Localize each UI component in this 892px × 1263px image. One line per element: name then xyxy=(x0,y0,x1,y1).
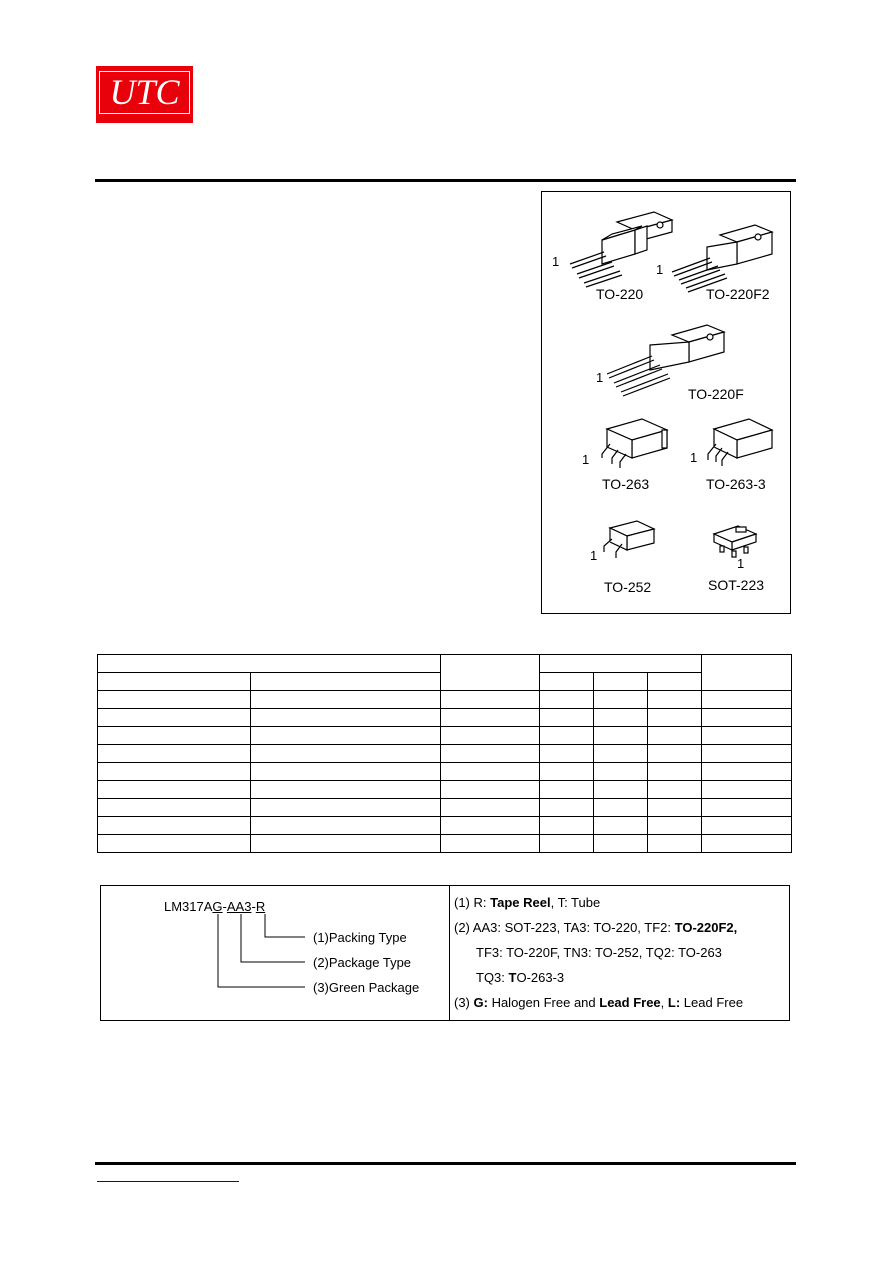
table-header-cell xyxy=(594,673,648,691)
table-row xyxy=(98,763,792,781)
to252-label: TO-252 xyxy=(604,579,652,595)
legend-text: G: xyxy=(473,995,488,1010)
to220f-pin1-label: 1 xyxy=(596,370,604,385)
package-drawings xyxy=(542,192,790,613)
legend-text: Tape Reel xyxy=(490,895,551,910)
table-header-cell xyxy=(251,673,441,691)
callout-package-type: (2)Package Type xyxy=(313,955,412,970)
table-header-cell xyxy=(98,673,251,691)
legend-text: T xyxy=(508,970,517,985)
legend-text: TO-220F2, xyxy=(674,920,738,935)
to252-drawing xyxy=(604,521,654,558)
legend-package-2 xyxy=(476,945,722,960)
legend-text: Lead Free xyxy=(599,995,661,1010)
table-row xyxy=(98,781,792,799)
table-header-cell xyxy=(441,655,540,691)
table-row xyxy=(98,691,792,709)
to252-pin1-label: 1 xyxy=(590,548,598,563)
legend-text: TQ3: xyxy=(476,970,509,985)
legend-text: Halogen Free and xyxy=(487,995,600,1010)
part-prefix: LM317A xyxy=(164,899,213,914)
table-header-cell xyxy=(648,673,702,691)
sot223-label: SOT-223 xyxy=(708,577,765,593)
to263-drawing xyxy=(602,419,667,468)
legend-text: , T: Tube xyxy=(550,895,601,910)
legend-text: (3) xyxy=(454,995,474,1010)
header-rule xyxy=(95,179,796,182)
callout-lines xyxy=(210,912,310,992)
to263-3-label: TO-263-3 xyxy=(706,476,766,492)
to220f2-pin1-label: 1 xyxy=(656,262,664,277)
table-header-row xyxy=(98,655,792,673)
table-header-cell xyxy=(540,655,702,673)
legend-package-3 xyxy=(476,970,564,985)
legend-text: O-263-3 xyxy=(516,970,565,985)
legend-packing xyxy=(454,895,600,910)
to220f2-drawing xyxy=(672,225,772,292)
part-dash: - xyxy=(222,899,227,914)
footer-link[interactable] xyxy=(97,1180,239,1182)
sot223-pin1-label: 1 xyxy=(737,556,745,571)
sot223-drawing xyxy=(714,526,756,557)
table-header-cell xyxy=(702,655,792,691)
to263-3-pin1-label: 1 xyxy=(690,450,698,465)
callout-packing-type: (1)Packing Type xyxy=(313,930,407,945)
utc-logo xyxy=(96,66,193,123)
table-row xyxy=(98,745,792,763)
to263-3-drawing xyxy=(708,419,772,466)
ordering-table xyxy=(97,654,792,853)
legend-text: (1) R: xyxy=(454,895,491,910)
legend-package-1 xyxy=(454,920,737,935)
legend-text: (2) AA3: SOT-223, TA3: TO-220, TF2: xyxy=(454,920,675,935)
legend-green xyxy=(454,995,743,1010)
part-dash: - xyxy=(251,899,256,914)
logo-text: UTC xyxy=(99,71,190,114)
to263-label: TO-263 xyxy=(602,476,650,492)
package-figure xyxy=(541,191,791,614)
table-header-cell xyxy=(540,673,594,691)
table-row xyxy=(98,817,792,835)
table-row xyxy=(98,799,792,817)
part-green-code: G xyxy=(212,899,223,914)
callout-green-package: (3)Green Package xyxy=(313,980,420,995)
table-header-cell xyxy=(98,655,441,673)
table-row xyxy=(98,727,792,745)
decoder-divider xyxy=(449,885,450,1021)
part-packing-code: R xyxy=(255,899,266,914)
to220-pin1-label: 1 xyxy=(552,254,560,269)
legend-text: , xyxy=(660,995,668,1010)
legend-text: TF3: TO-220F, TN3: TO-252, TQ2: TO-263 xyxy=(476,945,722,960)
table-row xyxy=(98,709,792,727)
to263-pin1-label: 1 xyxy=(582,452,590,467)
part-package-code: AA3 xyxy=(226,899,252,914)
to220f-label: TO-220F xyxy=(688,386,744,402)
to220f2-label: TO-220F2 xyxy=(706,286,770,302)
footer-rule xyxy=(95,1162,796,1165)
to220-label: TO-220 xyxy=(596,286,644,302)
legend-text: Lead Free xyxy=(680,995,744,1010)
legend-text: L: xyxy=(667,995,681,1010)
table-row xyxy=(98,835,792,853)
